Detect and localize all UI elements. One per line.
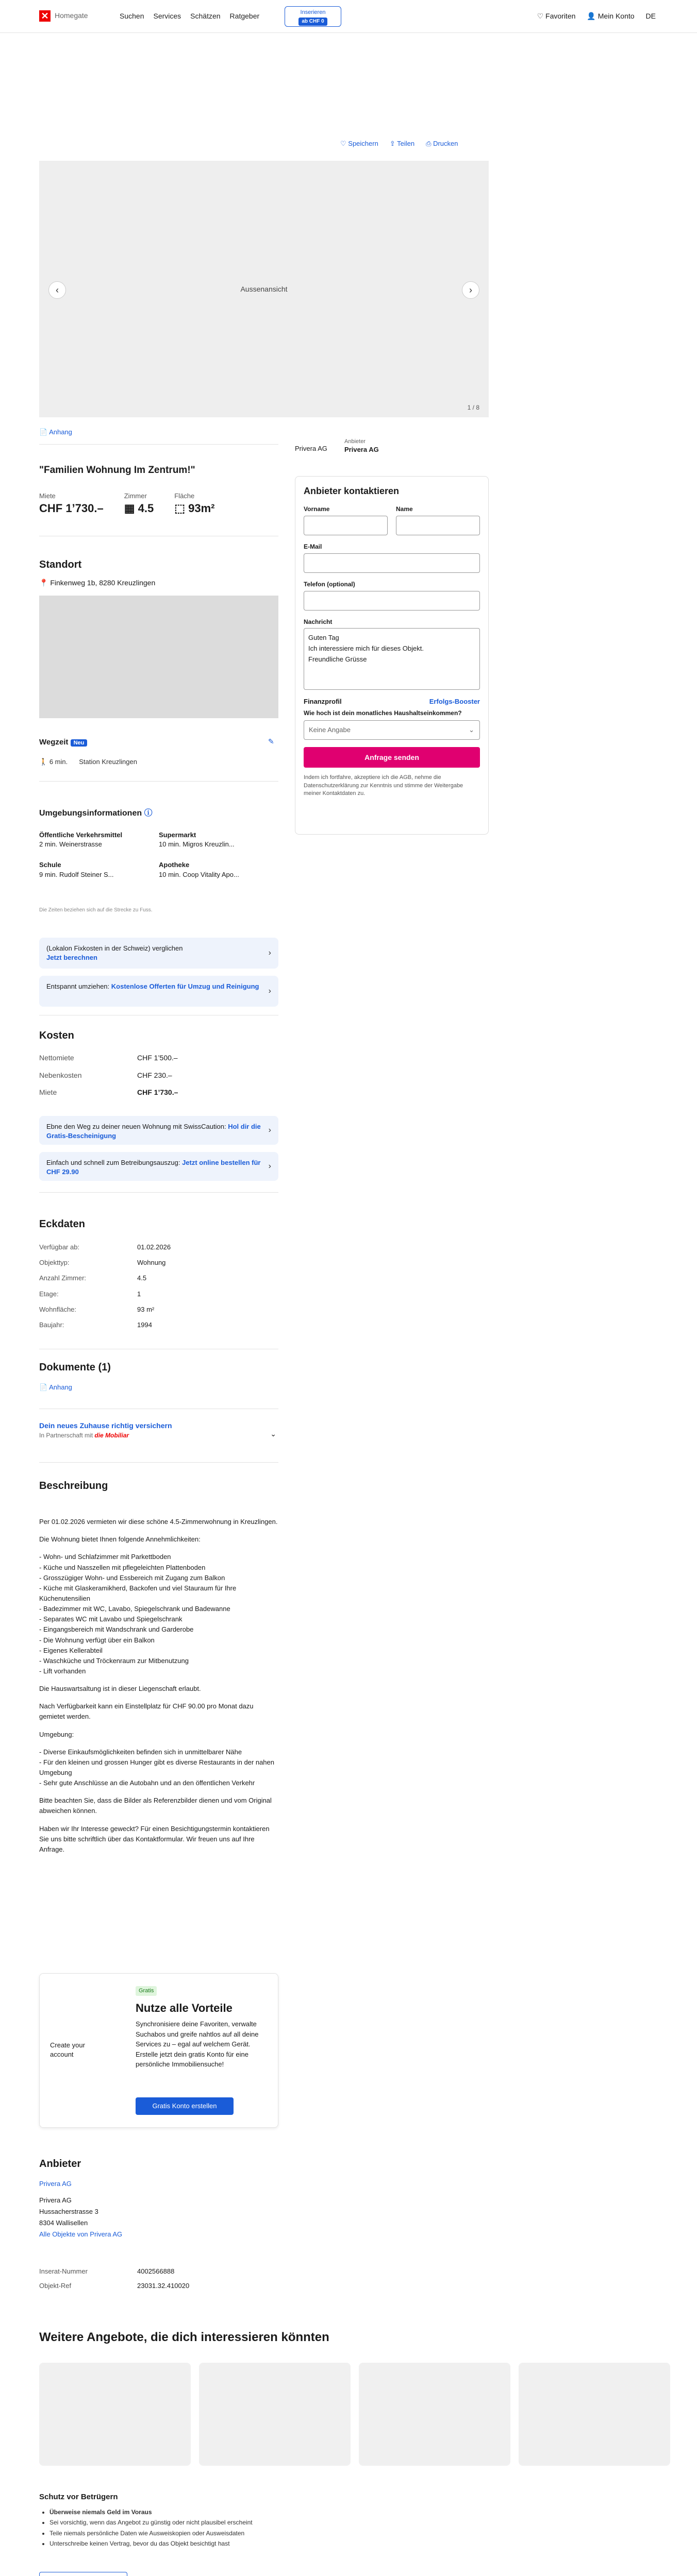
report-listing-button[interactable]	[39, 2572, 127, 2576]
scam-list	[49, 2507, 253, 2549]
promo-left-text: Create your account	[50, 2041, 85, 2059]
rent-fact	[39, 492, 104, 517]
share-actions	[340, 139, 458, 148]
fact-value: 1	[137, 1290, 141, 1298]
promo-label: Inserieren	[300, 9, 326, 15]
offer-card-placeholder[interactable]	[39, 2363, 191, 2466]
fixkosten-link: Jetzt berechnen	[46, 954, 97, 962]
cost-value: CHF 1’730.–	[137, 1088, 178, 1097]
desc-paragraph: Nach Verfügbarkeit kann ein Einstellplatz für CHF 90.00 pro Monat dazu gemietet werden.	[39, 1702, 254, 1721]
swisscaution-text: Ebne den Weg zu deiner neuen Wohnung mit SwissCaution:	[46, 1123, 226, 1130]
header-right	[537, 11, 656, 22]
scam-item: • Überweise niemals Geld im Voraus	[49, 2507, 253, 2517]
share-label: Teilen	[397, 140, 415, 147]
account-link[interactable]: 👤 Mein Konto	[587, 12, 635, 20]
message-textarea[interactable]: Guten Tag Ich interessiere mich für dieses Objekt. Freundliche Grüsse	[304, 628, 480, 690]
info-icon[interactable]: ⓘ	[144, 809, 153, 818]
area-fact	[174, 492, 214, 517]
fixkosten-box[interactable]	[39, 938, 278, 969]
provider-link[interactable]: Privera AG	[39, 2180, 72, 2188]
rent-label: Miete	[39, 492, 56, 500]
env-school-label: Schule	[39, 861, 61, 869]
facts-table	[39, 1243, 278, 1330]
cost-value: CHF 230.–	[137, 1071, 172, 1079]
env-school	[39, 860, 159, 879]
fact-label: Baujahr:	[39, 1320, 64, 1329]
desc-list: - Wohn- und Schlafzimmer mit Parkettboden - Küche und Nasszellen mit pflegeleichten Plattenboden - Grosszügiger Wohn- und Essbereich mit Zugang zum Balkon - Küche mit Glaskeramikherd, Backofen und viel Stauraum für Ihre Küchenutensilien - Badezimmer mit WC, Lavabo, Spiegelschrank und Badewanne - Separates WC mit Lavabo und Spiegelschrank - Eingangsbereich mit Wandschrank und Garderobe - Die Wohnung verfügt über ein Balkon - Eigenes Kellerabteil - Waschküche und Tröckenraum zur Mitbenutzung - Lift vorhanden	[39, 1553, 237, 1675]
first-name-label: Vorname	[304, 505, 330, 513]
divider	[39, 781, 278, 782]
last-name-label: Name	[396, 505, 413, 513]
chevron-right-icon: ›	[469, 285, 472, 295]
income-select[interactable]	[304, 720, 480, 740]
message-label: Nachricht	[304, 618, 333, 625]
promo-price-badge: ab CHF 0	[298, 18, 327, 26]
mobiliar-sub: In Partnerschaft mit	[39, 1431, 93, 1439]
area-value: 93m²	[188, 502, 215, 515]
attachment-link[interactable]: 📄 Anhang	[39, 428, 72, 436]
desc-list: - Diverse Einkaufsmöglichkeiten befinden sich in unmittelbarer Nähe - Für den kleinen und grossen Hunger gibt es diverse Restaurants in der nahen Umgebung - Sehr gute Anschlüsse an die Autobahn und an den öffentlichen Verkehr	[39, 1748, 274, 1787]
phone-label: Telefon (optional)	[304, 580, 355, 588]
env-shop	[159, 831, 278, 849]
divider	[39, 444, 278, 445]
fact-label: Anzahl Zimmer:	[39, 1274, 87, 1282]
phone-input[interactable]	[304, 591, 480, 611]
id-label: Objekt-Ref	[39, 2282, 72, 2290]
cost-label: Nettomiete	[39, 1054, 74, 1062]
env-shop-value: 10 min. Migros Kreuzlin...	[159, 840, 235, 849]
provider-title: Anbieter	[39, 2158, 81, 2170]
nav-suchen[interactable]: Suchen	[120, 12, 144, 20]
nav-schaetzen[interactable]: Schätzen	[190, 12, 221, 20]
chevron-down-icon: ⌄	[270, 1430, 276, 1438]
provider-address-line: 8304 Wallisellen	[39, 2219, 88, 2227]
attachment-label: Anhang	[49, 428, 72, 436]
rooms-label: Zimmer	[124, 492, 147, 500]
fact-value: 4.5	[137, 1274, 147, 1282]
promo-title: Nutze alle Vorteile	[136, 2002, 233, 2014]
nav-ratgeber[interactable]: Ratgeber	[229, 12, 260, 20]
way-time-value: 6 min.	[49, 758, 68, 766]
swisscaution-link: Hol dir die Gratis-Bescheinigung	[46, 1123, 261, 1140]
fixkosten-text: (Lokalon Fixkosten in der Schweiz) verglichen	[46, 944, 183, 952]
provider-address-line: Hussacherstrasse 3	[39, 2208, 98, 2216]
costs-title: Kosten	[39, 1030, 74, 1041]
logo-mark-icon: ✕	[39, 10, 51, 22]
betreibung-text: Einfach und schnell zum Betreibungsauszug:	[46, 1159, 180, 1166]
area-label: Fläche	[174, 492, 195, 500]
homegate-logo[interactable]	[39, 10, 88, 22]
email-input[interactable]	[304, 553, 480, 573]
fact-label: Wohnfläche:	[39, 1305, 77, 1313]
id-value: 23031.32.410020	[137, 2282, 190, 2290]
key-facts	[39, 492, 215, 517]
chevron-down-icon: ⌄	[469, 726, 474, 734]
offer-card-placeholder[interactable]	[519, 2363, 670, 2466]
provider-ids	[39, 2267, 278, 2291]
create-account-button[interactable]: Gratis Konto erstellen	[136, 2097, 234, 2115]
rooms-fact	[124, 492, 154, 517]
nav-services[interactable]: Services	[153, 12, 181, 20]
env-shop-label: Supermarkt	[159, 831, 196, 839]
gallery-caption: Aussenansicht	[240, 285, 288, 293]
fact-label: Etage:	[39, 1290, 59, 1298]
rooms-value: 4.5	[138, 502, 154, 515]
rent-value: CHF 1’730.–	[39, 502, 104, 515]
walk-icon: 🚶 6 min.	[39, 758, 68, 766]
listing-title: "Familien Wohnung Im Zentrum!"	[39, 465, 195, 476]
desc-paragraph: Die Hauswartsaltung ist in dieser Liegenschaft erlaubt.	[39, 1685, 201, 1693]
env-pharmacy-label: Apotheke	[159, 861, 190, 869]
language-select[interactable]: DE	[645, 12, 656, 20]
gallery-next-button[interactable]	[462, 281, 479, 299]
more-offers-title: Weitere Angebote, die dich interessieren könnten	[39, 2330, 329, 2344]
cost-label: Miete	[39, 1088, 57, 1097]
scam-item: • Teile niemals persönliche Daten wie Ausweiskopien oder Ausweisdaten	[49, 2528, 253, 2538]
betreibung-link: Jetzt online bestellen für CHF 29.90	[46, 1159, 261, 1176]
provider-address-line: Privera AG	[39, 2196, 72, 2205]
image-gallery[interactable]	[39, 161, 489, 417]
fact-value: 93 m²	[137, 1305, 155, 1313]
new-badge: Neu	[71, 739, 88, 747]
divider	[39, 1192, 278, 1193]
send-request-button[interactable]: Anfrage senden	[304, 747, 480, 768]
income-select-value: Keine Angabe	[309, 726, 351, 734]
scam-item: • Sei vorsichtig, wenn das Angebot zu günstig oder nicht plausibel erscheint	[49, 2517, 253, 2528]
desc-paragraph: Per 01.02.2026 vermieten wir diese schöne 4.5-Zimmerwohnung in Kreuzlingen.	[39, 1518, 278, 1526]
way-time-label: Wegzeit	[39, 738, 69, 747]
mobiliar-box[interactable]	[39, 1421, 278, 1450]
print-button[interactable]: ⎙ Drucken	[426, 140, 458, 147]
description-title: Beschreibung	[39, 1480, 108, 1492]
logo-text: Homegate	[55, 11, 88, 20]
fact-value: 1994	[137, 1320, 152, 1329]
location-title: Standort	[39, 559, 82, 570]
cost-label: Nebenkosten	[39, 1071, 82, 1079]
betreibung-box[interactable]	[39, 1152, 278, 1181]
privacy-note: Indem ich fortfahre, akzeptiere ich die AGB, nehme die Datenschutzerklärung zur Kenntnis und stimme der Weitergabe meiner Kontaktdaten zu.	[304, 774, 463, 797]
provider-all-objects-link[interactable]: Alle Objekte von Privera AG	[39, 2230, 123, 2239]
offer-card-placeholder[interactable]	[359, 2363, 510, 2466]
edit-icon[interactable]: ✎	[268, 737, 274, 745]
description-body	[39, 1506, 278, 1865]
agent-logo-text: Privera AG	[295, 445, 327, 452]
more-offers-carousel	[39, 2363, 670, 2466]
mobiliar-logo: die Mobiliar	[94, 1431, 129, 1439]
income-question: Wie hoch ist dein monatliches Haushaltseinkommen?	[304, 709, 462, 717]
fact-label: Objekttyp:	[39, 1259, 70, 1267]
chevron-left-icon: ‹	[56, 285, 59, 295]
divider	[39, 1462, 278, 1463]
address-value: Finkenweg 1b, 8280 Kreuzlingen	[50, 579, 156, 587]
gallery-prev-button[interactable]	[48, 281, 66, 299]
last-name-input[interactable]	[396, 516, 480, 535]
desc-paragraph: Haben wir Ihr Interesse geweckt? Für einen Besichtigungstermin kontaktieren Sie uns bitte schriftlich über das Kontaktformular. Wir freuen uns auf Ihre Anfrage.	[39, 1824, 270, 1853]
desc-paragraph: Umgebung:	[39, 1730, 74, 1738]
scam-item: • Unterschreibe keinen Vertrag, bevor du das Objekt besichtigt hast	[49, 2538, 253, 2549]
address-text: 📍 Finkenweg 1b, 8280 Kreuzlingen	[39, 579, 156, 587]
favorites-label: Favoriten	[545, 12, 576, 20]
account-promo-card	[39, 1973, 278, 2128]
scam-title: Schutz vor Betrügern	[39, 2493, 118, 2501]
docs-title: Dokumente (1)	[39, 1362, 111, 1373]
agent-sub: Anbieter	[344, 438, 366, 445]
rooms-icon: ▦	[124, 502, 138, 515]
id-value: 4002566888	[137, 2267, 175, 2275]
inserieren-button[interactable]	[285, 6, 341, 27]
env-school-value: 9 min. Rudolf Steiner S...	[39, 870, 114, 878]
doc-link[interactable]: 📄 Anhang	[39, 1383, 72, 1391]
umzug-link: Kostenlose Offerten für Umzug und Reinigung	[111, 982, 259, 990]
cost-value: CHF 1’500.–	[137, 1054, 178, 1062]
save-button[interactable]: ♡ Speichern	[340, 140, 378, 147]
promo-text: Synchronisiere deine Favoriten, verwalte Suchabos und greife nahtlos auf all deine Services zu – egal auf welchem Gerät. Erstelle jetzt dein gratis Konto für eine persönliche Immobiliensuche!	[136, 2020, 259, 2068]
agent-header	[295, 438, 489, 459]
fact-value: Wohnung	[137, 1259, 166, 1267]
env-transport	[39, 831, 159, 849]
save-label: Speichern	[348, 140, 378, 147]
agent-name: Privera AG	[344, 446, 379, 453]
env-note: Die Zeiten beziehen sich auf die Strecke zu Fuss.	[39, 907, 153, 913]
contact-form	[295, 476, 489, 835]
finance-booster-link[interactable]: Erfolgs-Booster	[429, 698, 480, 706]
location-map[interactable]	[39, 596, 278, 718]
facts-title: Eckdaten	[39, 1218, 85, 1230]
id-label: Inserat-Nummer	[39, 2267, 88, 2275]
print-label: Drucken	[433, 140, 458, 147]
provider-info	[39, 2178, 122, 2240]
contact-title: Anbieter kontaktieren	[304, 486, 400, 496]
area-icon: ⬚	[174, 502, 189, 515]
main-nav	[120, 11, 259, 22]
env-title-text: Umgebungsinformationen	[39, 809, 142, 818]
chevron-right-icon: ›	[268, 1125, 271, 1134]
env-pharmacy	[159, 860, 278, 879]
umzug-text: Entspannt umziehen:	[46, 982, 110, 990]
env-transport-label: Öffentliche Verkehrsmittel	[39, 831, 123, 839]
env-pharmacy-value: 10 min. Coop Vitality Apo...	[159, 870, 239, 878]
desc-paragraph: Bitte beachten Sie, dass die Bilder als Referenzbilder dienen und vom Original abweichen können.	[39, 1797, 272, 1815]
way-time-destination: Station Kreuzlingen	[79, 758, 137, 766]
top-header	[0, 0, 697, 33]
offer-card-placeholder[interactable]	[199, 2363, 351, 2466]
fact-label: Verfügbar ab:	[39, 1243, 80, 1251]
env-transport-value: 2 min. Weinerstrasse	[39, 840, 102, 849]
first-name-input[interactable]	[304, 516, 388, 535]
finance-label: Finanzprofil	[304, 698, 342, 706]
costs-table	[39, 1053, 278, 1098]
gallery-counter: 1 / 8	[467, 404, 479, 412]
env-grid	[39, 831, 278, 879]
chevron-right-icon: ›	[268, 1161, 271, 1171]
gratis-badge: Gratis	[136, 1986, 157, 1996]
desc-paragraph: Die Wohnung bietet Ihnen folgende Annehmlichkeiten:	[39, 1535, 201, 1544]
account-label: Mein Konto	[598, 12, 635, 20]
way-time-title	[39, 737, 87, 748]
chevron-right-icon: ›	[268, 986, 271, 995]
mobiliar-title: Dein neues Zuhause richtig versichern	[39, 1421, 172, 1430]
umzug-box[interactable]	[39, 976, 278, 1007]
chevron-right-icon: ›	[268, 948, 271, 957]
share-button[interactable]: ⇪ Teilen	[389, 140, 415, 147]
email-label: E-Mail	[304, 543, 322, 550]
way-time-row	[39, 757, 137, 767]
fact-value: 01.02.2026	[137, 1243, 171, 1251]
swisscaution-box[interactable]	[39, 1116, 278, 1145]
favorites-link[interactable]: ♡ Favoriten	[537, 12, 576, 20]
doc-link-label: Anhang	[49, 1383, 72, 1391]
env-title	[39, 808, 153, 819]
